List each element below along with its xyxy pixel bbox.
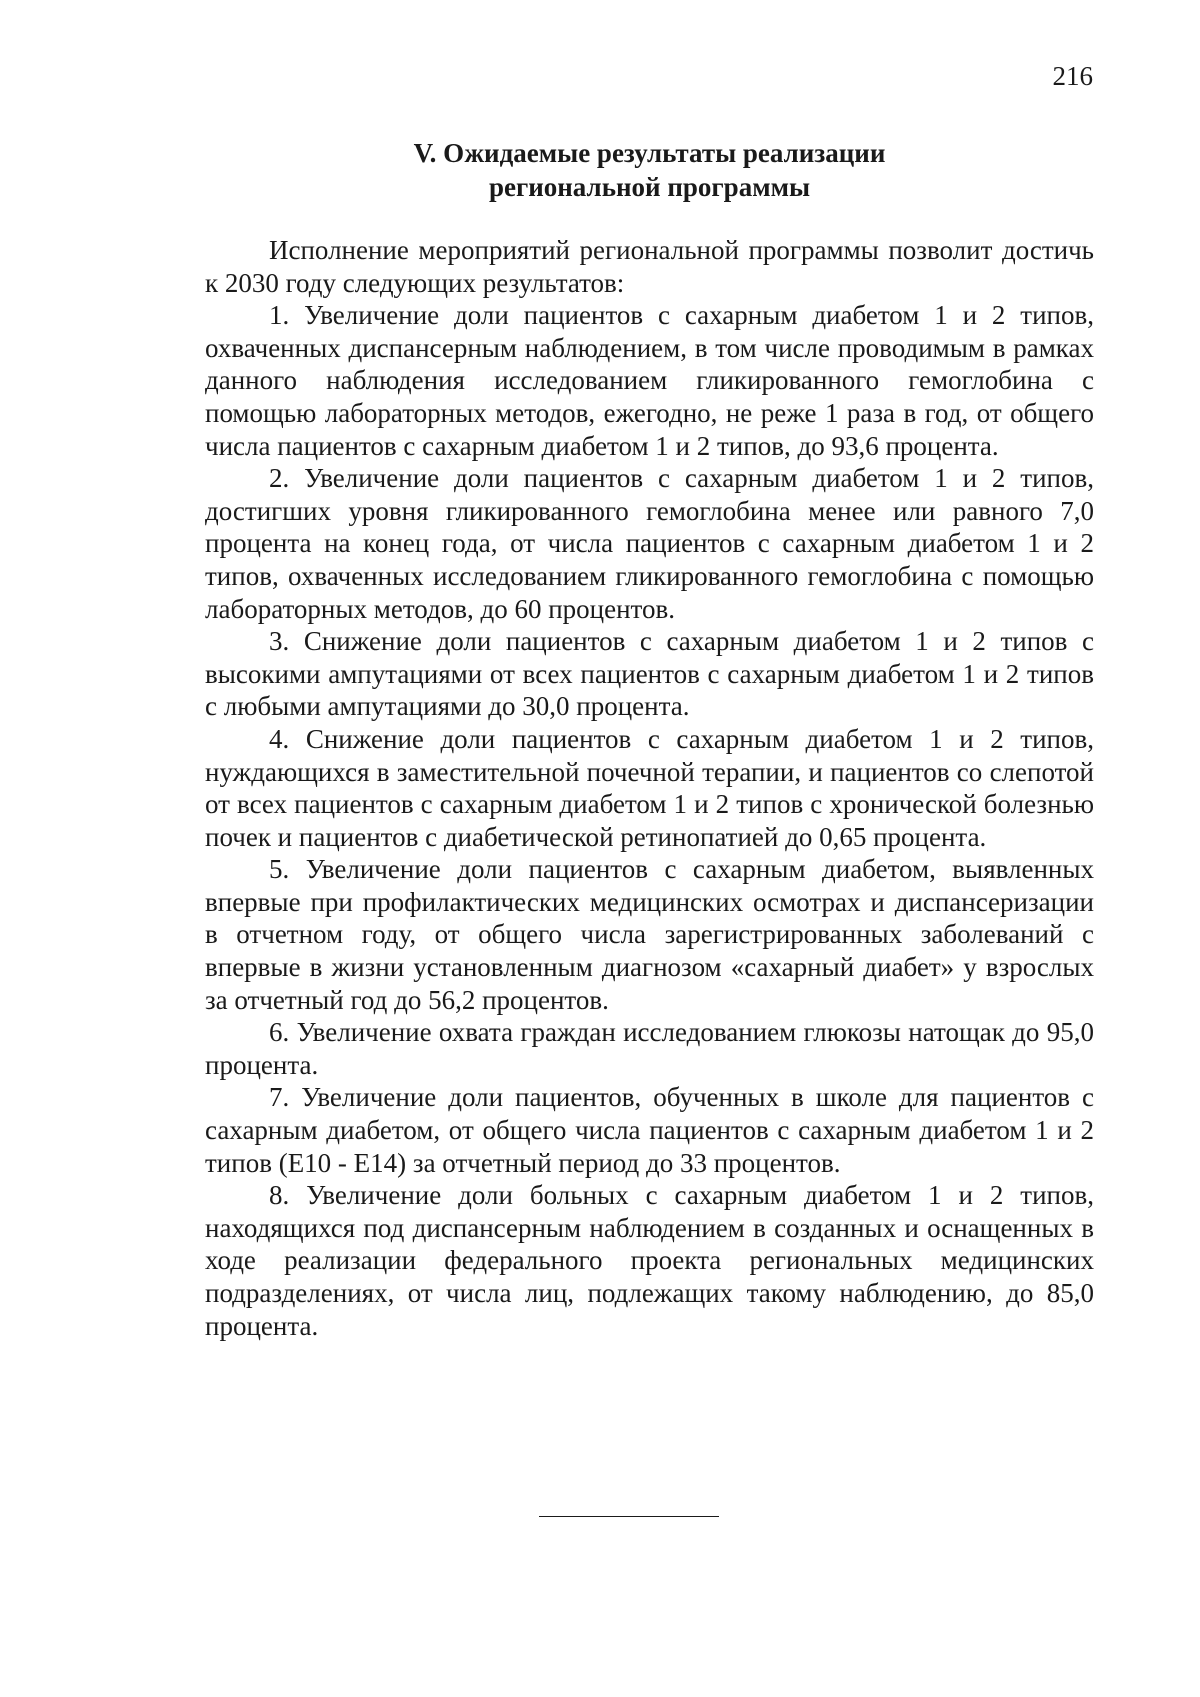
result-item-1: 1. Увеличение доли пациентов с сахарным диабетом 1 и 2 типов, охваченных диспансерным наблюдением, в том числе проводимым в рамках данного наблюдения исследованием гликированного гемоглобина с помощью лабораторных методов, ежегодно, не реже 1 раза в год, от общего числа пациентов с сахарным диабетом 1 и 2 типов, до 93,6 процента. xyxy=(205,300,1094,461)
result-item-7: 7. Увеличение доли пациентов, обученных в школе для пациентов с сахарным диабетом, от общего числа пациентов с сахарным диабетом 1 и 2 типов (Е10 - Е14) за отчетный период до 33 процентов. xyxy=(205,1082,1094,1178)
section-heading-line-2: региональной программы xyxy=(488,172,811,202)
result-item-4: 4. Снижение доли пациентов с сахарным диабетом 1 и 2 типов, нуждающихся в заместительной почечной терапии, и пациентов со слепотой от всех пациентов с сахарным диабетом 1 и 2 типов с хронической болезнью почек и пациентов с диабетической ретинопатией до 0,65 процента. xyxy=(205,723,1094,852)
section-heading xyxy=(205,136,1094,204)
intro-paragraph: Исполнение мероприятий региональной программы позволит достичь к 2030 году следующих результатов: xyxy=(205,235,1094,298)
result-item-2: 2. Увеличение доли пациентов с сахарным диабетом 1 и 2 типов, достигших уровня гликированного гемоглобина менее или равного 7,0 процента на конец года, от числа пациентов с сахарным диабетом 1 и 2 типов, охваченных исследованием гликированного гемоглобина с помощью лабораторных методов, до 60 процентов. xyxy=(205,463,1094,624)
page-number: 216 xyxy=(1052,61,1093,91)
result-item-5: 5. Увеличение доли пациентов с сахарным диабетом, выявленных впервые при профилактических медицинских осмотрах и диспансеризации в отчетном году, от общего числа зарегистрированных заболеваний с впервые в жизни установленным диагнозом «сахарный диабет» у взрослых за отчетный год до 56,2 процентов. xyxy=(205,854,1094,1015)
section-heading-line-1: V. Ожидаемые результаты реализации xyxy=(413,138,886,168)
end-divider-line xyxy=(539,1516,719,1517)
result-item-8: 8. Увеличение доли больных с сахарным диабетом 1 и 2 типов, находящихся под диспансерным наблюдением в созданных и оснащенных в ходе реализации федерального проекта региональных медицинских подразделениях, от числа лиц, подлежащих такому наблюдению, до 85,0 процента. xyxy=(205,1180,1094,1341)
result-item-6: 6. Увеличение охвата граждан исследованием глюкозы натощак до 95,0 процента. xyxy=(205,1017,1094,1080)
result-item-3: 3. Снижение доли пациентов с сахарным диабетом 1 и 2 типов с высокими ампутациями от всех пациентов с сахарным диабетом 1 и 2 типов с любыми ампутациями до 30,0 процента. xyxy=(205,626,1094,722)
section-body xyxy=(205,234,1094,1342)
